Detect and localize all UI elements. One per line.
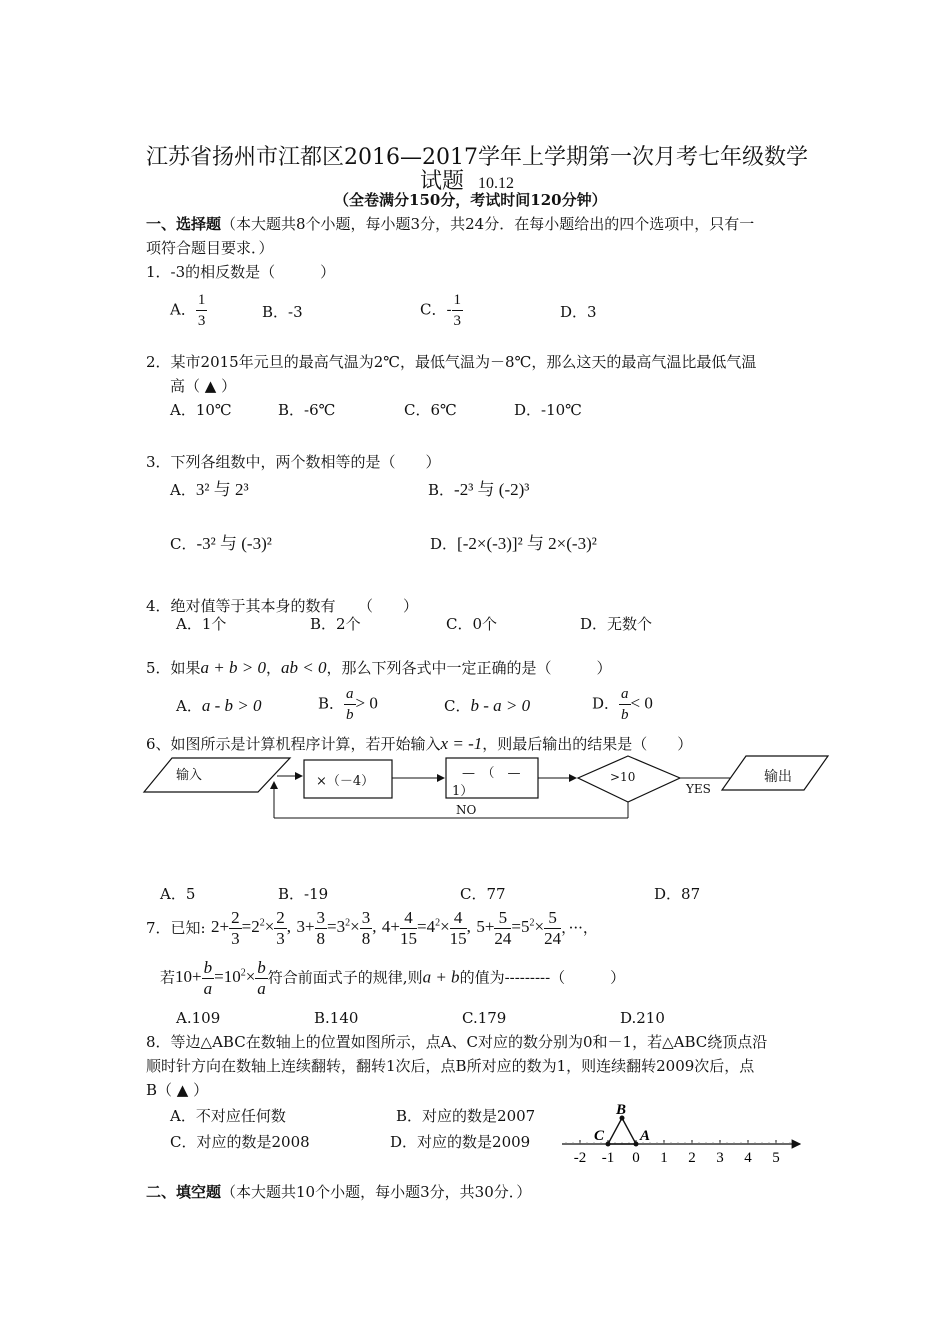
q7-t3-frac2 bbox=[450, 908, 467, 949]
q7-t4-frac2 bbox=[544, 908, 561, 949]
axis-tick-label: 3 bbox=[716, 1150, 724, 1166]
q7-t3-num: 4 bbox=[400, 908, 417, 929]
q8-option-c: C．对应的数是2008 bbox=[170, 1133, 310, 1151]
q7-option-a: A.109 bbox=[176, 1009, 221, 1027]
q5-option-b bbox=[318, 684, 378, 725]
q7-line2-num: b bbox=[203, 958, 213, 977]
q1-option-c bbox=[420, 290, 463, 331]
q5-cond1: a + b > 0 bbox=[200, 658, 266, 677]
q3-option-d bbox=[430, 534, 597, 554]
q5-c-label: C． bbox=[444, 697, 471, 715]
q5-b-label: B． bbox=[318, 694, 345, 713]
q6-stem-post: ，则最后输出的结果是（ ） bbox=[482, 735, 693, 753]
q7-t1-whole: 2 bbox=[211, 917, 220, 937]
q7-line2-end: 的值为---------（ ） bbox=[459, 968, 626, 987]
q5-option-a bbox=[176, 696, 261, 716]
q8-option-b: B．对应的数是2007 bbox=[396, 1107, 536, 1125]
q3-b-expr: -2³ 与 (-2)³ bbox=[454, 480, 530, 499]
q5-b-rel: > 0 bbox=[355, 693, 378, 713]
input-parallelogram bbox=[144, 758, 290, 792]
q7-t2-den: 8 bbox=[316, 929, 326, 948]
q8-stem-line2: 顺时针方向在数轴上连续翻转，翻转1次后，点B所对应的数为1，则连续翻转2009次后，点 bbox=[146, 1057, 755, 1075]
page-title: 江苏省扬州市江都区2016—2017学年上学期第一次月考七年级数学 bbox=[146, 145, 808, 170]
axis-tick-label: -2 bbox=[573, 1150, 587, 1166]
q1-option-b: B．-3 bbox=[262, 303, 303, 321]
q4-option-b: B．2个 bbox=[310, 615, 361, 633]
title-word: 试题 bbox=[420, 169, 465, 194]
q6-input-expr: x = -1 bbox=[440, 734, 483, 753]
axis-tick-labels bbox=[574, 1150, 780, 1166]
q7-line2-post: 符合前面式子的规律,则 bbox=[267, 968, 423, 987]
section2-text: （本大题共10个小题，每小题3分，共30分．） bbox=[221, 1183, 532, 1201]
q8-stem-line1: 8．等边△ABC在数轴上的位置如图所示，点A、C对应的数分别为0和－1，若△ABC绕顶点沿 bbox=[146, 1033, 768, 1051]
q7-t1-base: 2 bbox=[251, 917, 260, 937]
flow-no-label: NO bbox=[456, 803, 477, 817]
q7-line2: 若10+ $\frac{b}{a}$ $=10^2\times$ $\frac{b}{a}$ 符合前面式子的规律,则a + b的值为---------（ ） bbox=[160, 958, 626, 998]
q1-a-num: 1 bbox=[196, 290, 208, 311]
q1-option-d: D．3 bbox=[560, 303, 597, 321]
q7-t4-num: 5 bbox=[494, 908, 511, 929]
q1-c-label: C．- bbox=[420, 300, 452, 319]
q7-label: 7．已知: bbox=[146, 918, 206, 937]
q7-term-2: 3+ $\frac{3}{8}$ $=3^2\times$ $\frac{3}{8}$ , bbox=[296, 908, 377, 948]
q7-sum-expr: a + b bbox=[422, 967, 460, 987]
q5-cond2: ab < 0 bbox=[281, 658, 327, 677]
q5-d-fraction bbox=[619, 684, 631, 725]
q7-t2-den2: 8 bbox=[361, 929, 371, 948]
q7-t4-den2: 24 bbox=[544, 929, 562, 948]
q4-stem: 4．绝对值等于其本身的数有 （ ） bbox=[146, 597, 419, 615]
q2-stem-line1: 2．某市2015年元旦的最高气温为2℃，最低气温为－8℃，那么这天的最高气温比最低气温 bbox=[146, 353, 757, 371]
q1-option-a bbox=[170, 290, 207, 331]
q7-t2-frac bbox=[315, 908, 328, 949]
q5-d-rel: < 0 bbox=[630, 693, 653, 713]
axis-tick-label: 4 bbox=[744, 1150, 752, 1166]
q7-term-3: 4+ $\frac{4}{15}$ $=4^2\times$ $\frac{4}{15}$ , bbox=[381, 908, 471, 948]
q7-option-b: B.140 bbox=[314, 1009, 359, 1027]
q7-t2-whole: 3 bbox=[296, 917, 305, 937]
q7-t2-frac2 bbox=[360, 908, 373, 949]
section1-heading: 一、选择题 bbox=[146, 215, 222, 233]
flow-output-label: 输出 bbox=[764, 769, 792, 785]
q3-d-label: D． bbox=[430, 535, 458, 553]
q7-line2-pre: 若 bbox=[160, 968, 176, 987]
q5-stem-pre: 5．如果 bbox=[146, 659, 201, 677]
q5-a-label: A． bbox=[176, 697, 202, 715]
q5-c-expr: b - a > 0 bbox=[470, 696, 531, 715]
flow-yes-label: YES bbox=[686, 782, 711, 796]
q7-t3-num2: 4 bbox=[450, 908, 467, 929]
flow-compare-label: >10 bbox=[610, 770, 636, 784]
q7-t2-base: 3 bbox=[336, 917, 346, 937]
q6-stem bbox=[146, 734, 692, 754]
q5-option-d bbox=[592, 684, 653, 725]
q7-t3-den2: 15 bbox=[449, 929, 467, 948]
q7-option-d: D.210 bbox=[620, 1009, 665, 1027]
q3-a-label: A． bbox=[170, 481, 196, 499]
flow-subtract-line1: — （ — bbox=[462, 766, 521, 781]
axis-tick-label: 2 bbox=[688, 1150, 696, 1166]
section1-text: （本大题共8个小题，每小题3分，共24分．在每小题给出的四个选项中，只有一 bbox=[221, 215, 755, 233]
q7-line1 bbox=[146, 908, 598, 949]
q5-b-fraction bbox=[344, 684, 356, 725]
q7-line2-frac2 bbox=[255, 958, 268, 999]
q7-t1-den2: 3 bbox=[276, 929, 285, 948]
q5-option-c bbox=[444, 696, 530, 716]
q7-t2-num2: 3 bbox=[361, 908, 371, 927]
q8-number-line bbox=[556, 1094, 806, 1168]
q4-option-c: C．0个 bbox=[446, 615, 498, 633]
q1-a-den: 3 bbox=[197, 313, 206, 329]
q5-d-num: a bbox=[619, 684, 631, 705]
q1-c-fraction bbox=[452, 290, 464, 331]
q7-t1-num2: 2 bbox=[276, 908, 285, 927]
q1-a-label: A． bbox=[170, 300, 196, 319]
q7-t4-base: 5 bbox=[521, 917, 530, 937]
q7-line2-frac bbox=[202, 958, 215, 999]
q7-option-c: C.179 bbox=[462, 1009, 507, 1027]
point-a-label: A bbox=[640, 1128, 651, 1144]
q7-t4-whole: 5 bbox=[476, 917, 485, 937]
q7-t3-den: 15 bbox=[399, 929, 417, 948]
q4-option-d: D．无数个 bbox=[580, 615, 653, 633]
q5-a-expr: a - b > 0 bbox=[201, 696, 262, 715]
q2-option-b: B．-6℃ bbox=[278, 401, 336, 419]
q7-line2-num2: b bbox=[257, 958, 266, 977]
q3-option-a bbox=[170, 480, 249, 500]
q7-t3-base: 4 bbox=[426, 917, 436, 937]
flow-subtract-line2: 1） bbox=[452, 784, 474, 799]
q7-t3-frac bbox=[400, 908, 417, 949]
q6-option-d: D．87 bbox=[654, 885, 701, 903]
q5-stem-post: ，那么下列各式中一定正确的是（ ） bbox=[326, 659, 612, 677]
point-c-label: C bbox=[594, 1128, 605, 1144]
section1-intro bbox=[146, 214, 754, 234]
axis-tick-label: 5 bbox=[772, 1150, 780, 1166]
q4-option-a: A．1个 bbox=[176, 615, 227, 633]
q7-t4-den: 24 bbox=[494, 929, 512, 948]
exam-date: 10.12 bbox=[478, 175, 515, 192]
q6-option-a: A．5 bbox=[160, 885, 196, 903]
exam-subtitle: （全卷满分150分，考试时间120分钟） bbox=[334, 191, 607, 209]
q8-stem-line3: B（ ▲ ） bbox=[146, 1081, 209, 1099]
q3-option-b bbox=[428, 480, 529, 500]
q2-stem-line2: 高（ ▲ ） bbox=[170, 377, 237, 395]
q1-c-num: 1 bbox=[452, 290, 464, 311]
q6-option-b: B．-19 bbox=[278, 885, 329, 903]
q3-d-expr: [-2×(-3)]² 与 2×(-3)² bbox=[457, 534, 597, 553]
q7-line2-den: a bbox=[203, 979, 213, 998]
q3-option-c bbox=[170, 534, 272, 554]
section2-heading: 二、填空题 bbox=[146, 1183, 222, 1201]
q1-stem: 1．-3的相反数是（ ） bbox=[146, 263, 336, 281]
q6-option-c: C．77 bbox=[460, 885, 506, 903]
q3-b-label: B． bbox=[428, 481, 455, 499]
q7-line2-whole: 10 bbox=[175, 967, 193, 987]
q2-option-a: A．10℃ bbox=[170, 401, 232, 419]
q7-term-1: 2+ $\frac{2}{3}$ $=2^2\times$ $\frac{2}{3}$ , bbox=[211, 908, 292, 948]
section2-intro bbox=[146, 1182, 531, 1202]
q5-d-label: D． bbox=[592, 694, 620, 713]
q7-t1-den: 3 bbox=[231, 929, 240, 948]
q7-t4-frac bbox=[494, 908, 511, 949]
q3-c-expr: -3² 与 (-3)² bbox=[196, 534, 272, 553]
q7-t4-num2: 5 bbox=[544, 908, 561, 929]
q7-t1-frac2 bbox=[274, 908, 287, 949]
q7-line2-den2: a bbox=[257, 979, 266, 998]
q5-d-den: b bbox=[621, 707, 629, 723]
q1-c-den: 3 bbox=[453, 313, 462, 329]
q7-t1-frac bbox=[229, 908, 242, 949]
q2-option-d: D．-10℃ bbox=[514, 401, 582, 419]
q7-line2-base: 10 bbox=[223, 967, 241, 987]
q7-t1-num: 2 bbox=[231, 908, 240, 927]
q3-c-label: C． bbox=[170, 535, 197, 553]
point-b-label: B bbox=[616, 1102, 627, 1118]
flow-multiply-label: ×（－4） bbox=[316, 774, 375, 789]
q7-t2-num: 3 bbox=[316, 908, 326, 927]
q5-comma: ， bbox=[266, 659, 282, 677]
q3-a-expr: 3² 与 2³ bbox=[195, 480, 249, 499]
q5-b-num: a bbox=[344, 684, 356, 705]
q6-stem-pre: 6、如图所示是计算机程序计算，若开始输入 bbox=[146, 735, 441, 753]
q5-b-den: b bbox=[346, 707, 354, 723]
section1-intro2: 项符合题目要求．） bbox=[146, 239, 274, 257]
axis-tick-label: 0 bbox=[632, 1150, 640, 1166]
triangle-abc bbox=[608, 1118, 636, 1144]
q1-a-fraction bbox=[196, 290, 208, 331]
q7-t3-whole: 4 bbox=[381, 917, 391, 937]
q7-term-4: 5+ $\frac{5}{24}$ $=5^2\times$ $\frac{5}{24}$ bbox=[476, 908, 562, 948]
axis-tick-label: 1 bbox=[660, 1150, 668, 1166]
q8-option-a: A．不对应任何数 bbox=[170, 1107, 286, 1125]
q8-option-d: D．对应的数是2009 bbox=[390, 1133, 531, 1151]
point-c-dot bbox=[606, 1142, 611, 1147]
q5-stem bbox=[146, 658, 612, 678]
point-a-dot bbox=[634, 1142, 639, 1147]
axis-tick-label: -1 bbox=[601, 1150, 615, 1166]
q3-stem: 3．下列各组数中，两个数相等的是（ ） bbox=[146, 453, 441, 471]
q7-ellipsis: ，···， bbox=[561, 918, 598, 937]
flow-input-label: 输入 bbox=[176, 768, 203, 783]
q2-option-c: C．6℃ bbox=[404, 401, 457, 419]
